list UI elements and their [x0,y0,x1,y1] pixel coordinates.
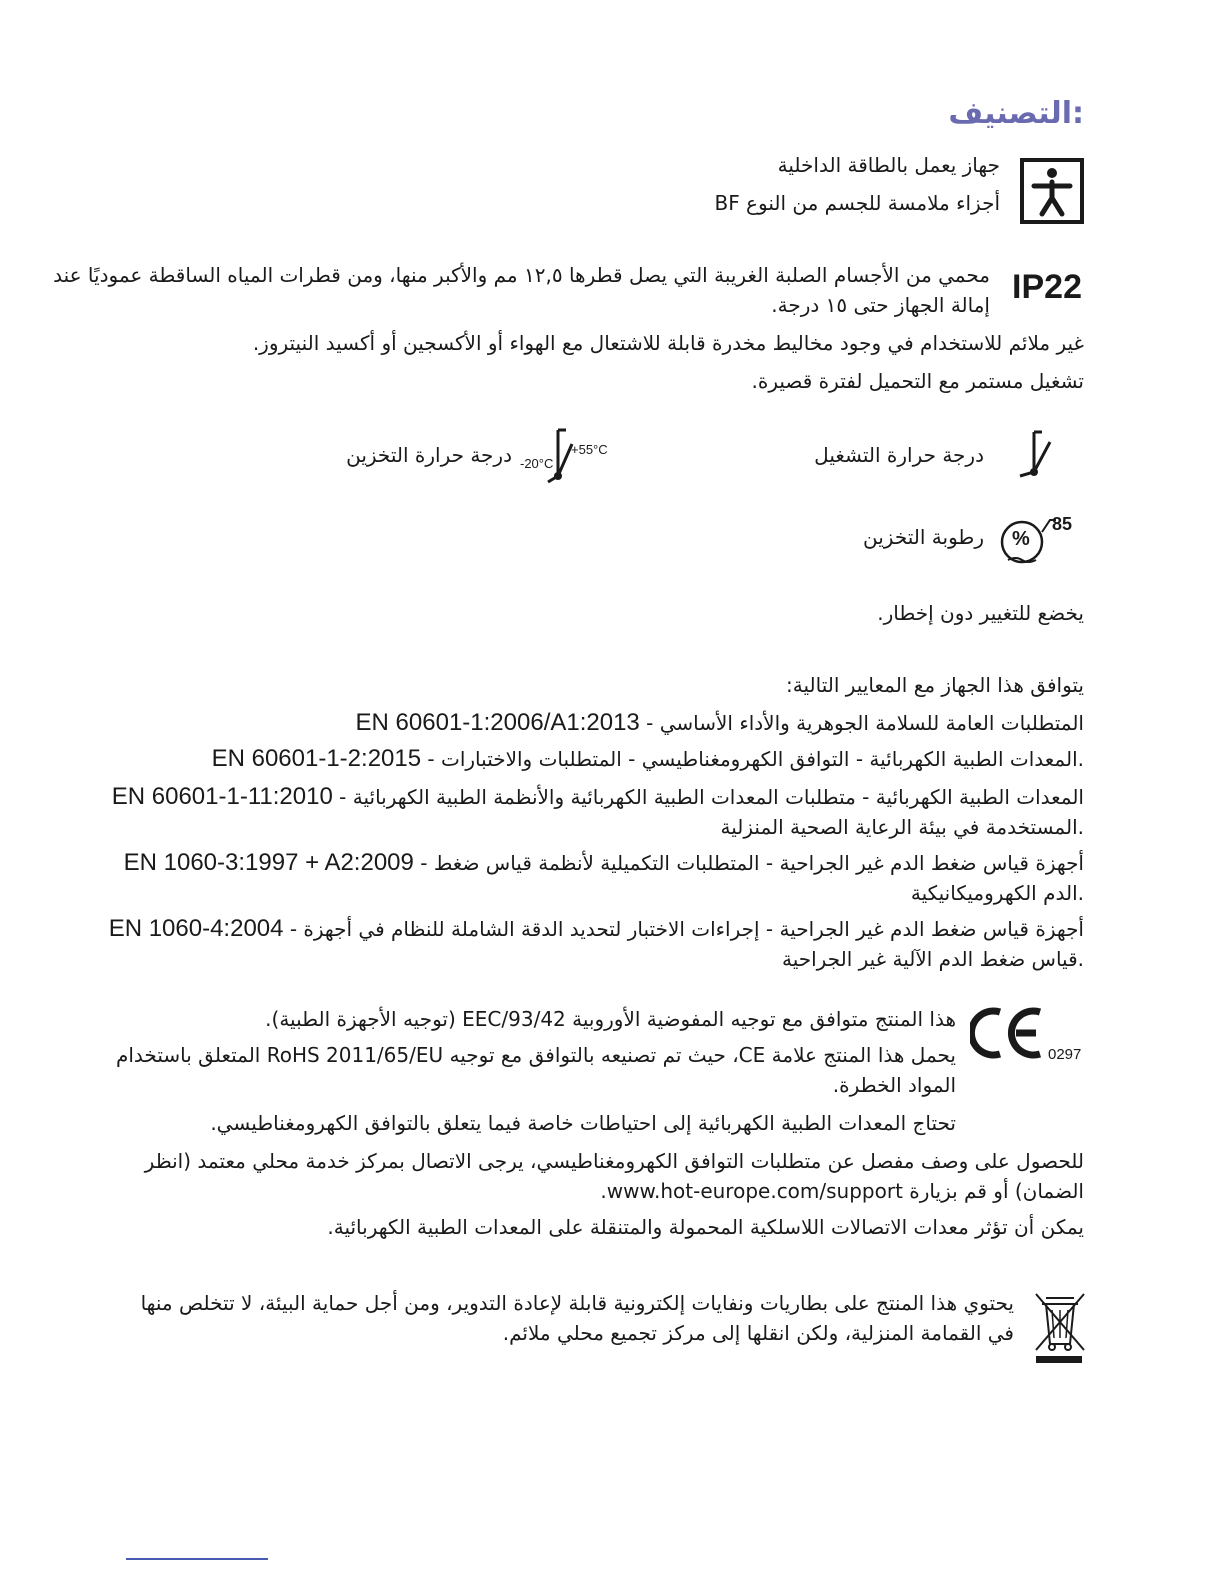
standard-item: EN 60601-1:2006/A1:2013 - المتطلبات العامة للسلامة الجوهرية والأداء الأساسي [355,709,1084,736]
storage-temperature-max: +55°C [571,442,608,457]
ip-description-line-2: إمالة الجهاز حتى ١٥ درجة. [771,293,990,317]
oxygen-warning: غير ملائم للاستخدام في وجود مخاليط مخدرة قابلة للاشتعال مع الهواء أو الأكسجين أو أكسيد النيتروز. [252,331,1084,355]
ce-rohs-line: يحمل هذا المنتج علامة CE، حيث تم تصنيعه بالتوافق مع توجيه RoHS 2011/65/EU المتعلق باستخدام المواد الخطرة. [115,1043,956,1097]
storage-humidity-label: رطوبة التخزين [863,525,984,549]
emc-precautions-line: تحتاج المعدات الطبية الكهربائية إلى احتياطات خاصة فيما يتعلق بالتوافق الكهرومغناطيسي. [210,1111,956,1135]
classification-line-2: أجزاء ملامسة للجسم من النوع BF [714,191,1000,215]
standard-description: المعدات الطبية الكهربائية - متطلبات المعدات الطبية الكهربائية والأنظمة الطبية الكهربائية المستخدمة في بيئة الرعاية الصحية المنزلية. [352,785,1084,839]
storage-temperature-label: درجة حرارة التخزين [346,443,512,467]
standard-item: EN 60601-1-2:2015 - المعدات الطبية الكهربائية - التوافق الكهرومغناطيسي - المتطلبات والاختبارات. [211,745,1084,772]
standard-description: المعدات الطبية الكهربائية - التوافق الكهرومغناطيسي - المتطلبات والاختبارات. [441,747,1084,771]
standard-code: EN 60601-1-2:2015 [211,745,422,772]
storage-temperature-min: -20°C [520,456,554,471]
ip-description-line-1: محمي من الأجسام الصلبة الغريبة التي يصل قطرها ١٢,٥ مم والأكبر منها، ومن قطرات المياه الساقطة عموديًا عند [53,263,990,287]
standard-description: المتطلبات العامة للسلامة الجوهرية والأداء الأساسي [659,711,1084,735]
humidity-percent-symbol: % [1012,528,1030,550]
footer-rule [126,1558,268,1560]
standard-code: EN 60601-1:2006/A1:2013 [355,709,640,736]
bf-applied-part-icon [1020,158,1084,224]
standards-intro: يتوافق هذا الجهاز مع المعايير التالية: [786,673,1084,697]
standard-item: EN 1060-4:2004 - أجهزة قياس ضغط الدم غير الجراحية - إجراءات الاختبار لتحديد الدقة الشاملة للنظام في أجهزة قياس ضغط الدم الآلية غير الجراحية. [108,915,1084,971]
storage-humidity-icon [998,512,1078,572]
change-notice: يخضع للتغيير دون إخطار. [877,601,1084,625]
standard-code: EN 1060-4:2004 [108,915,284,942]
standard-description: أجهزة قياس ضغط الدم غير الجراحية - إجراءات الاختبار لتحديد الدقة الشاملة للنظام في أجهزة قياس ضغط الدم الآلية غير الجراحية. [303,917,1084,971]
classification-line-1: جهاز يعمل بالطاقة الداخلية [777,153,1000,177]
wireless-notice: يمكن أن تؤثر معدات الاتصالات اللاسلكية المحمولة والمتنقلة على المعدات الطبية الكهربائية. [327,1215,1084,1239]
ce-mark-icon [970,1004,1046,1062]
ce-directive-line: هذا المنتج متوافق مع توجيه المفوضية الأوروبية 93/42/EEC (توجيه الأجهزة الطبية). [265,1007,956,1031]
operating-temperature-label: درجة حرارة التشغيل [814,443,984,467]
weee-disposal-text: يحتوي هذا المنتج على بطاريات ونفايات إلكترونية قابلة لإعادة التدوير، ومن أجل حماية البيئة، لا تتخلص منها في القمامة المنزلية، ولكن انقلها إلى مركز تجميع محلي ملائم. [140,1291,1014,1345]
classification-title: :التصنيف [948,96,1084,131]
operating-temperature-icon [1012,428,1058,480]
standard-item: EN 60601-1-11:2010 - المعدات الطبية الكهربائية - متطلبات المعدات الطبية الكهربائية والأنظمة الطبية الكهربائية المستخدمة في بيئة الرعاية الصحية المنزلية. [111,783,1084,839]
humidity-max-value: 85 [1052,514,1073,534]
standard-code: EN 60601-1-11:2010 [111,783,333,810]
standard-code: EN 1060-3:1997 + A2:2009 [123,849,414,876]
standard-description: أجهزة قياس ضغط الدم غير الجراحية - المتطلبات التكميلية لأنظمة قياس ضغط الدم الكهروميكانيكية. [433,851,1084,905]
emc-support-text: للحصول على وصف مفصل عن متطلبات التوافق الكهرومغناطيسي، يرجى الاتصال بمركز خدمة محلي معتمد (انظر الضمان) أو قم بزيارة www.hot-europe.com/support. [144,1149,1084,1203]
operation-mode: تشغيل مستمر مع التحميل لفترة قصيرة. [751,369,1084,393]
ip-code: IP22 [1012,268,1082,306]
weee-bin-icon [1032,1290,1088,1366]
standard-item: EN 1060-3:1997 + A2:2009 - أجهزة قياس ضغط الدم غير الجراحية - المتطلبات التكميلية لأنظمة قياس ضغط الدم الكهروميكانيكية. [123,849,1084,905]
ce-notified-body-number: 0297 [1048,1046,1082,1063]
